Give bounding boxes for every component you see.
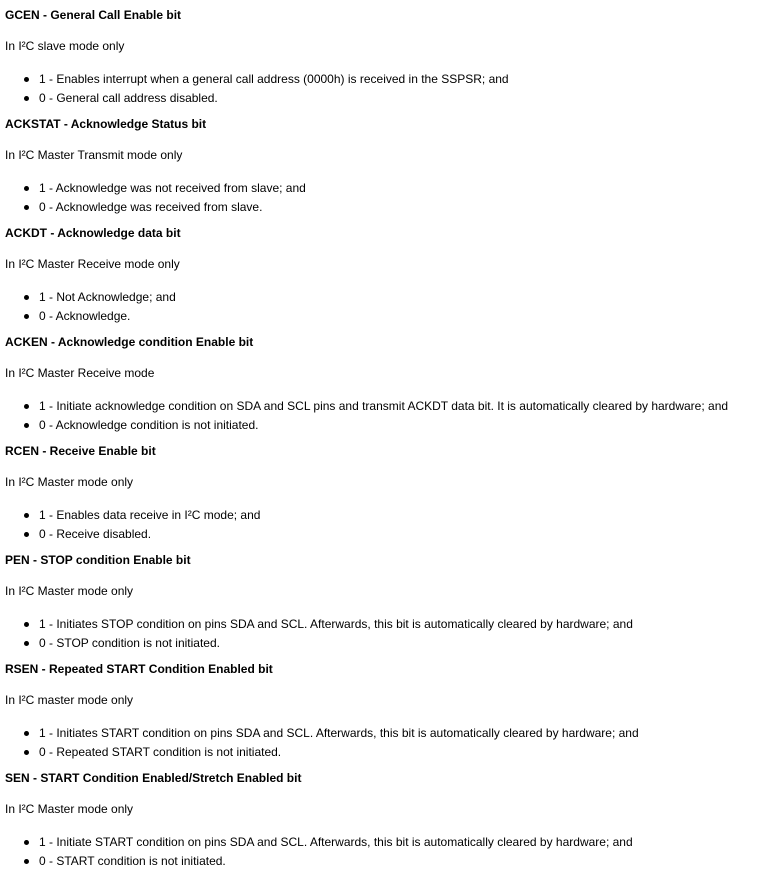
section-mode-note: In I²C Master Receive mode xyxy=(5,366,155,380)
document-body xyxy=(0,8,765,871)
section-gcen xyxy=(5,8,765,108)
list-item: 0 - Acknowledge was received from slave. xyxy=(5,198,765,217)
section-title: RCEN - Receive Enable bit xyxy=(5,444,156,458)
section-mode-note: In I²C Master mode only xyxy=(5,802,134,816)
section-mode-note: In I²C slave mode only xyxy=(5,39,125,53)
section-mode-note: In I²C Master mode only xyxy=(5,584,134,598)
section-ackdt xyxy=(5,226,765,326)
list-item: 1 - Initiate acknowledge condition on SDA and SCL pins and transmit ACKDT data bit. It is automatically cleared by hardware; and xyxy=(5,397,765,416)
section-mode-note: In I²C Master Receive mode only xyxy=(5,257,180,271)
section-mode-note: In I²C master mode only xyxy=(5,693,134,707)
section-title: GCEN - General Call Enable bit xyxy=(5,8,182,22)
list-item: 1 - Acknowledge was not received from slave; and xyxy=(5,179,765,198)
list-item: 0 - STOP condition is not initiated. xyxy=(5,634,765,653)
list-item: 0 - Receive disabled. xyxy=(5,525,765,544)
bit-value-list xyxy=(5,833,765,871)
bit-value-list xyxy=(5,615,765,653)
section-title: SEN - START Condition Enabled/Stretch Enabled bit xyxy=(5,771,302,785)
section-mode-note: In I²C Master Transmit mode only xyxy=(5,148,183,162)
list-item: 0 - General call address disabled. xyxy=(5,89,765,108)
section-rsen xyxy=(5,662,765,762)
list-item: 0 - Acknowledge condition is not initiated. xyxy=(5,416,765,435)
section-title: ACKSTAT - Acknowledge Status bit xyxy=(5,117,207,131)
section-ackstat xyxy=(5,117,765,217)
bit-value-list xyxy=(5,288,765,326)
section-title: ACKEN - Acknowledge condition Enable bit xyxy=(5,335,254,349)
bit-value-list xyxy=(5,70,765,108)
section-pen xyxy=(5,553,765,653)
bit-value-list xyxy=(5,179,765,217)
bit-value-list xyxy=(5,724,765,762)
list-item: 1 - Initiate START condition on pins SDA and SCL. Afterwards, this bit is automatically cleared by hardware; and xyxy=(5,833,765,852)
section-title: ACKDT - Acknowledge data bit xyxy=(5,226,181,240)
list-item: 1 - Enables data receive in I²C mode; and xyxy=(5,506,765,525)
bit-value-list xyxy=(5,506,765,544)
section-sen xyxy=(5,771,765,871)
list-item: 1 - Enables interrupt when a general call address (0000h) is received in the SSPSR; and xyxy=(5,70,765,89)
section-mode-note: In I²C Master mode only xyxy=(5,475,134,489)
section-acken xyxy=(5,335,765,435)
section-rcen xyxy=(5,444,765,544)
list-item: 1 - Not Acknowledge; and xyxy=(5,288,765,307)
list-item: 0 - Acknowledge. xyxy=(5,307,765,326)
list-item: 0 - START condition is not initiated. xyxy=(5,852,765,871)
list-item: 0 - Repeated START condition is not initiated. xyxy=(5,743,765,762)
bit-value-list xyxy=(5,397,765,435)
list-item: 1 - Initiates START condition on pins SDA and SCL. Afterwards, this bit is automatically cleared by hardware; and xyxy=(5,724,765,743)
section-title: RSEN - Repeated START Condition Enabled bit xyxy=(5,662,273,676)
list-item: 1 - Initiates STOP condition on pins SDA and SCL. Afterwards, this bit is automatically cleared by hardware; and xyxy=(5,615,765,634)
section-title: PEN - STOP condition Enable bit xyxy=(5,553,191,567)
